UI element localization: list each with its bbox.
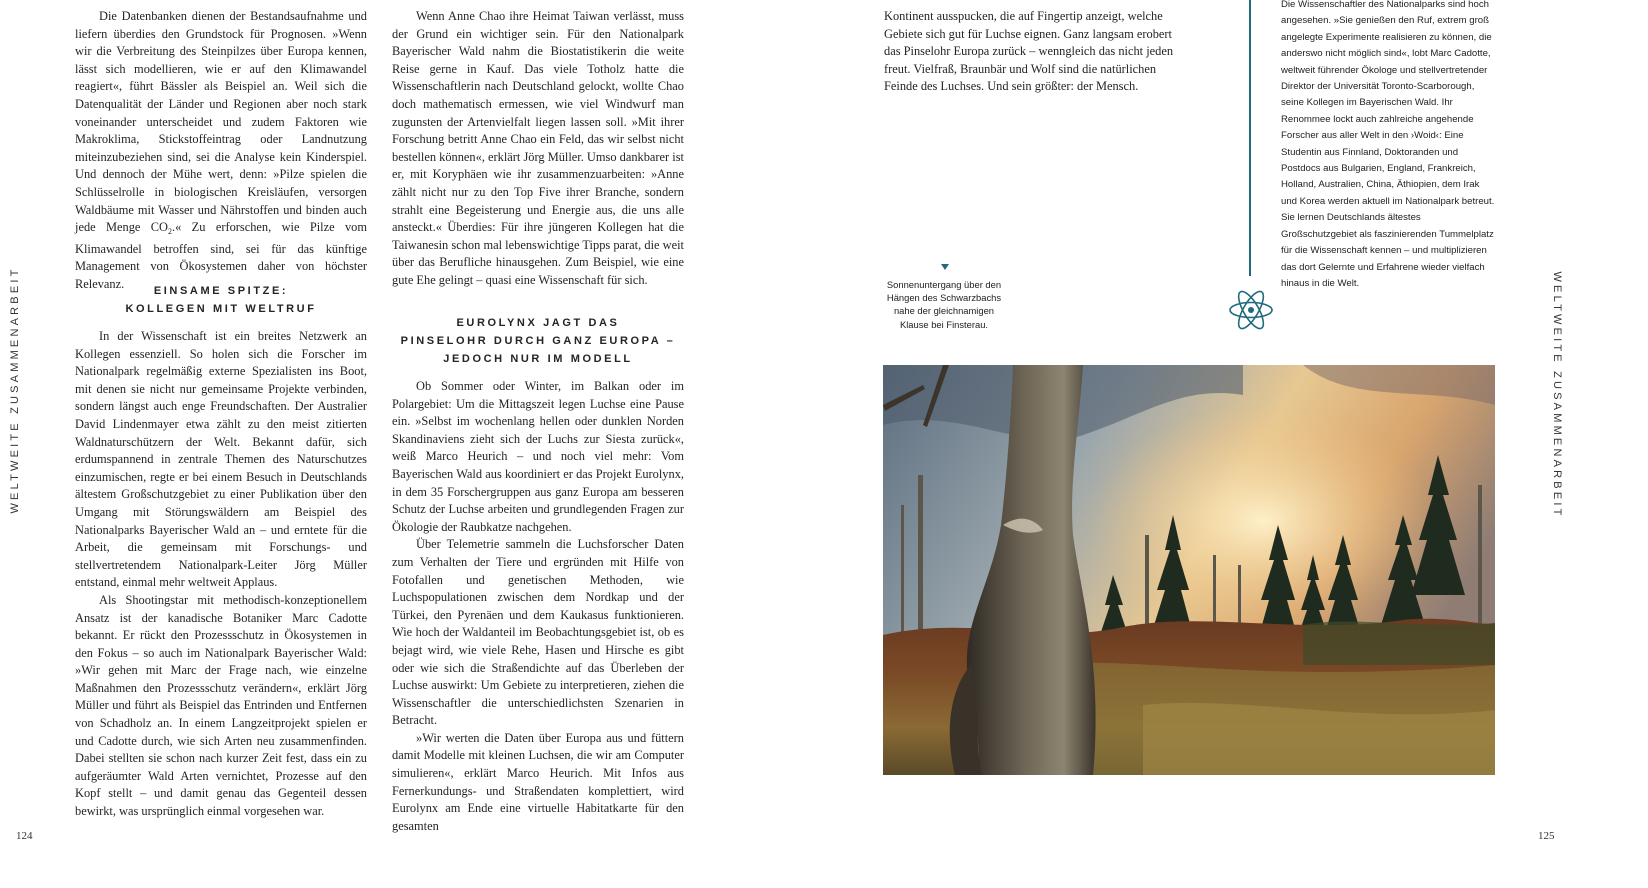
paragraph: In der Wissenschaft ist ein breites Netzwerk an Kollegen essenziell. So holen sich die Forscher im Nationalpark regelmäßig externe Spezialisten ins Boot, mit denen sie nicht nur gemeinsame Projekte verbinden, sondern längst auch enge Freundschaften. Der Australier David Lindenmayer etwa zählt zu den meist zitierten Waldnaturschützern der Welt. Bekannt dafür, sich erdumspannend in zentrale Themen des Naturschutzes einzumischen, regte er bei einem Besuch in Deutschlands ältestem Großschutzgebiet zu einer Publikation über den Umgang mit Störungswäldern am Beispiel des Nationalparks Bayerischer Wald an – und erntete für die Arbeit, die gemeinsam mit Forschungs- und stellvertretendem Nationalpark-Leiter Jörg Müller entstand, einmal mehr weltweit Applaus. [75, 329, 367, 590]
paragraph: Die Datenbanken dienen der Bestandsaufnahme und liefern überdies den Grundstock für Prognosen. »Wenn wir die Verbreitung des Steinpilzes über Europa kennen, lässt sich modellieren, wie er auf den Klimawandel reagiert«, führt Bässler als Beispiel an. Weil sich die Datenqualität der Länder und Regionen aber noch stark voneinander unterscheidet und zudem Faktoren wie Makroklima, Stickstoffeintrag oder Landnutzung miteinzubeziehen sind, sei die Analyse kein Kinderspiel. Und dennoch der Mühe wert, denn: »Pilze spielen die Schlüsselrolle in biologischen Kreisläufen, versorgen Waldbäume mit Wasser und Nährstoffen und binden auch jede Menge $CO_2.«$ Zu erforschen, wie Pilze vom Klimawandel betroffen sind, sei für das künftige Management von Ökosystemen daher von höchster Relevanz. [75, 9, 368, 291]
paragraph: Als Shootingstar mit methodisch-konzeptionellem Ansatz ist der kanadische Botaniker Marc Cadotte bekannt. Er rückt den Prozessschutz in Ökosystemen in den Fokus – so auch im Nationalpark Bayerischer Wald: »Wir gehen mit Marc der Frage nach, wie einzelne Maßnahmen den Prozessschutz verändern«, erklärt Jörg Müller und führt als Beispiel das Entrinden und Entfernen von Schadholz an. In einem Langzeitprojekt spielen er und Cadotte durch, wie sich Arten neu zusammenfinden. Dabei stellten sie schon nach kurzer Zeit fest, dass ein zu aufgeräumter Wald Arten vernichtet, Prozesse auf den Kopf stellt – und damit genau das Gegenteil dessen bewirkt, was ursprünglich einmal vorgesehen war. [75, 592, 367, 819]
paragraph: Kontinent ausspucken, die auf Fingertip anzeigt, welche Gebiete sich gut für Luchse eignen. Ganz langsam erobert das Pinselohr Europa zurück – wenngleich das nicht jeden freut. Vielfraß, Braunbär und Wolf sind die natürlichen Feinde des Luchses. Und sein größter: der Mensch. [884, 9, 1174, 94]
paragraph: Über Telemetrie sammeln die Luchsforscher Daten zum Verhalten der Tiere und ergründen mit Hilfe von Fotofallen und genetischen Methoden, wie Luchspopulationen zwischen dem Nordkap und der Türkei, den Pyrenäen und dem Kaukasus funktionieren. Wie hoch der Waldanteil im Beobachtungsgebiet ist, ob es bejagt wird, wie viele Rehe, Hasen und Hirsche es gibt oder wie sich die Straßendichte auf das Überleben der Luchse auswirkt: Um Gebiete zu interpretieren, ziehen die Wissenschaftler die unterschiedlichsten Szenarien in Betracht. [392, 537, 684, 728]
running-title-right: WELTWEITE ZUSAMMENARBEIT [1551, 271, 1563, 519]
section-heading-einsame-spitze: EINSAME SPITZE: KOLLEGEN MIT WELTRUF [125, 285, 317, 315]
text-column-2 [392, 8, 684, 290]
sidebar-text: Die Wissenschaftler des Nationalparks sind hoch angesehen. »Sie genießen den Ruf, extrem groß angelegte Experimente realisieren zu können, die anderswo nicht möglich sind«, lobt Marc Cadotte, weltweit führender Ökologe und stellvertretender Direktor der Universität Toronto-Scarborough, seine Kollegen im Bayerischen Wald. Ihr Renommee lockt auch zahlreiche angehende Forscher aus aller Welt in den ›Woid‹: Eine Studentin aus Finnland, Doktoranden und Postdocs aus Bulgarien, England, Frankreich, Holland, Australien, China, Äthiopien, dem Irak und Korea werden aktuell im Nationalpark betreut. Sie lernen Deutschlands ältestes Großschutzgebiet als faszinierenden Tummelplatz für die Wissenschaft kennen – und multiplizieren das dort Gelernte und Erfahrene wieder vielfach hinaus in die Welt. [1281, 0, 1495, 289]
paragraph: Wenn Anne Chao ihre Heimat Taiwan verlässt, muss der Grund ein wichtiger sein. Für den Nationalpark Bayerischer Wald nahm die Biostatistikerin die weite Reise gerne in Kauf. Das viele Totholz hatte die Wissenschaftlerin nach Deutschland gelockt, wollte Chao doch mathematisch ermessen, wie viel Windwurf man zugunsten der Artenvielfalt liegen lassen soll. »Mit ihrer Forschung betritt Anne Chao ein Feld, das wir selbst nicht bestellen können«, erklärt Jörg Müller. Umso dankbarer ist er, mit Koryphäen wie ihr zusammenzuarbeiten: »Anne zählt nicht nur zu den Top Five ihrer Branche, sondern strahlt eine Begeisterung und Energie aus, die uns alle ansteckt.« Überdies: Für ihre jüngeren Kollegen hat die Taiwanesin schon mal lebenswichtige Tipps parat, die weit über das Berufliche hinausgehen. Zum Beispiel, wie eine gute Ehe gelingt – quasi eine Wissenschaft für sich. [392, 9, 684, 287]
section-heading-eurolynx: EUROLYNX JAGT DAS PINSELOHR DURCH GANZ EUROPA – JEDOCH NUR IM MODELL [400, 317, 676, 365]
paragraph: »Wir werten die Daten über Europa aus und füttern damit Modelle mit kleinen Luchsen, die wir am Computer simulieren«, erklärt Marco Heurich. Mit Infos aus Fernerkundungs- und Straßendaten komplettiert, wird Eurolynx am Ende eine virtuelle Habitatkarte für den gesamten [392, 730, 684, 833]
text-column-2-b [392, 378, 684, 835]
page-number-left: 124 [16, 830, 33, 842]
atom-icon [1227, 286, 1275, 334]
page-number-right: 125 [1538, 830, 1555, 842]
forest-sunset-photo [883, 365, 1495, 775]
paragraph: Ob Sommer oder Winter, im Balkan oder im Polargebiet: Um die Mittagszeit legen Luchse eine Pause ein. »Selbst im wochenlang hellen oder dunklen Norden Skandinaviens zieht sich der Luchs zur Siesta zurück«, weiß Marco Heurich – und noch viel mehr: Vom Bayerischen Wald aus koordiniert er das Projekt Eurolynx, in dem 35 Forschergruppen aus ganz Europa am besseren Schutz der Luchse arbeiten und grundlegenden Fragen zur Ökologie der Raubkatze nachgehen. [392, 379, 684, 534]
sidebar-divider [1249, 0, 1251, 276]
photo-caption: Sonnenuntergang über den Hängen des Schwarzbachs nahe der gleichnamigen Klause bei Finsterau. [886, 279, 1002, 330]
text-column-1 [75, 8, 367, 294]
text-column-1-b [75, 328, 367, 821]
running-title-left: WELTWEITE ZUSAMMENARBEIT [9, 266, 21, 514]
text-column-3 [884, 8, 1176, 96]
caption-pointer-icon [941, 264, 949, 270]
